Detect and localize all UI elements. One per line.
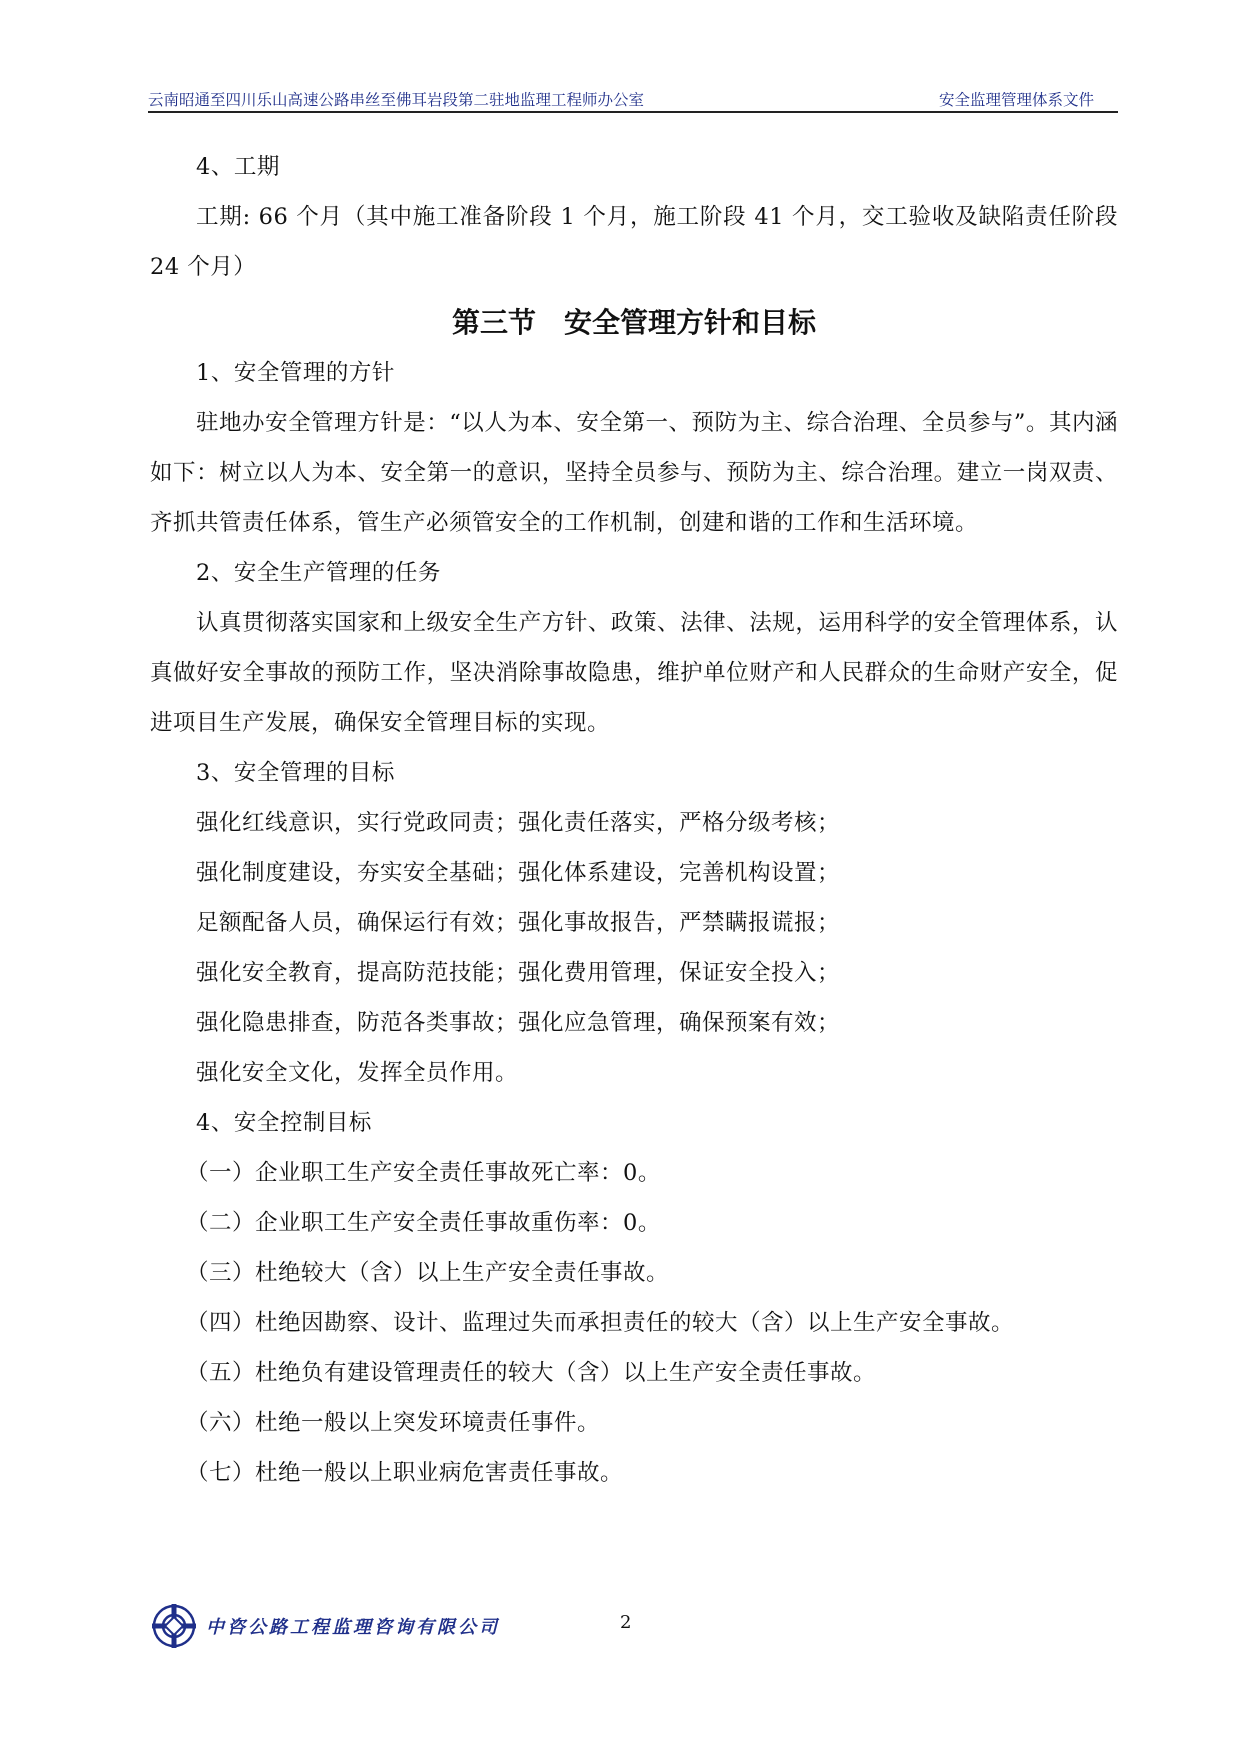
target-heading: 3、安全管理的目标 [196, 760, 395, 786]
duration-text: 工期: 66 个月（其中施工准备阶段 1 个月，施工阶段 41 个月，交工验收及缺陷责任阶段 24 个月） [150, 204, 1118, 280]
control-target-item: （一）企业职工生产安全责任事故死亡率：0。 [186, 1160, 661, 1186]
company-logo-icon [152, 1604, 196, 1648]
control-target-item: （四）杜绝因勘察、设计、监理过失而承担责任的较大（含）以上生产安全事故。 [186, 1310, 1015, 1336]
target-item: 强化安全教育，提高防范技能；强化费用管理，保证安全投入； [196, 960, 841, 986]
policy-text: 驻地办安全管理方针是：“以人为本、安全第一、预防为主、综合治理、全员参与”。其内涵如下：树立以人为本、安全第一的意识，坚持全员参与、预防为主、综合治理。建立一岗双责、齐抓共管责任体系，管生产必须管安全的工作机制，创建和谐的工作和生活环境。 [150, 410, 1118, 536]
control-target-item: （二）企业职工生产安全责任事故重伤率：0。 [186, 1210, 661, 1236]
target-item: 强化隐患排查，防范各类事故；强化应急管理，确保预案有效； [196, 1010, 841, 1036]
page-number: 2 [620, 1612, 632, 1633]
header-divider [148, 111, 1118, 113]
control-target-item: （三）杜绝较大（含）以上生产安全责任事故。 [186, 1260, 670, 1286]
duration-heading: 4、工期 [196, 154, 280, 180]
target-item: 足额配备人员，确保运行有效；强化事故报告，严禁瞒报谎报； [196, 910, 841, 936]
control-target-item: （七）杜绝一般以上职业病危害责任事故。 [186, 1460, 624, 1486]
target-item: 强化红线意识，实行党政同责；强化责任落实，严格分级考核； [196, 810, 841, 836]
target-item: 强化制度建设，夯实安全基础；强化体系建设，完善机构设置； [196, 860, 841, 886]
policy-heading: 1、安全管理的方针 [196, 360, 395, 386]
page-header [148, 86, 1118, 112]
document-body [150, 142, 1118, 1498]
control-target-item: （五）杜绝负有建设管理责任的较大（含）以上生产安全责任事故。 [186, 1360, 877, 1386]
control-target-item: （六）杜绝一般以上突发环境责任事件。 [186, 1410, 601, 1436]
target-item: 强化安全文化，发挥全员作用。 [196, 1060, 519, 1086]
control-target-heading: 4、安全控制目标 [196, 1110, 372, 1136]
header-document-name: 安全监理管理体系文件 [938, 91, 1094, 109]
task-text: 认真贯彻落实国家和上级安全生产方针、政策、法律、法规，运用科学的安全管理体系，认真做好安全事故的预防工作，坚决消除事故隐患，维护单位财产和人民群众的生命财产安全，促进项目生产发展，确保安全管理目标的实现。 [150, 610, 1118, 736]
footer-company-name: 中咨公路工程监理咨询有限公司 [206, 1617, 500, 1638]
section-title: 第三节 安全管理方针和目标 [451, 306, 816, 339]
header-office-name: 云南昭通至四川乐山高速公路串丝至佛耳岩段第二驻地监理工程师办公室 [148, 91, 645, 109]
task-heading: 2、安全生产管理的任务 [196, 560, 441, 586]
